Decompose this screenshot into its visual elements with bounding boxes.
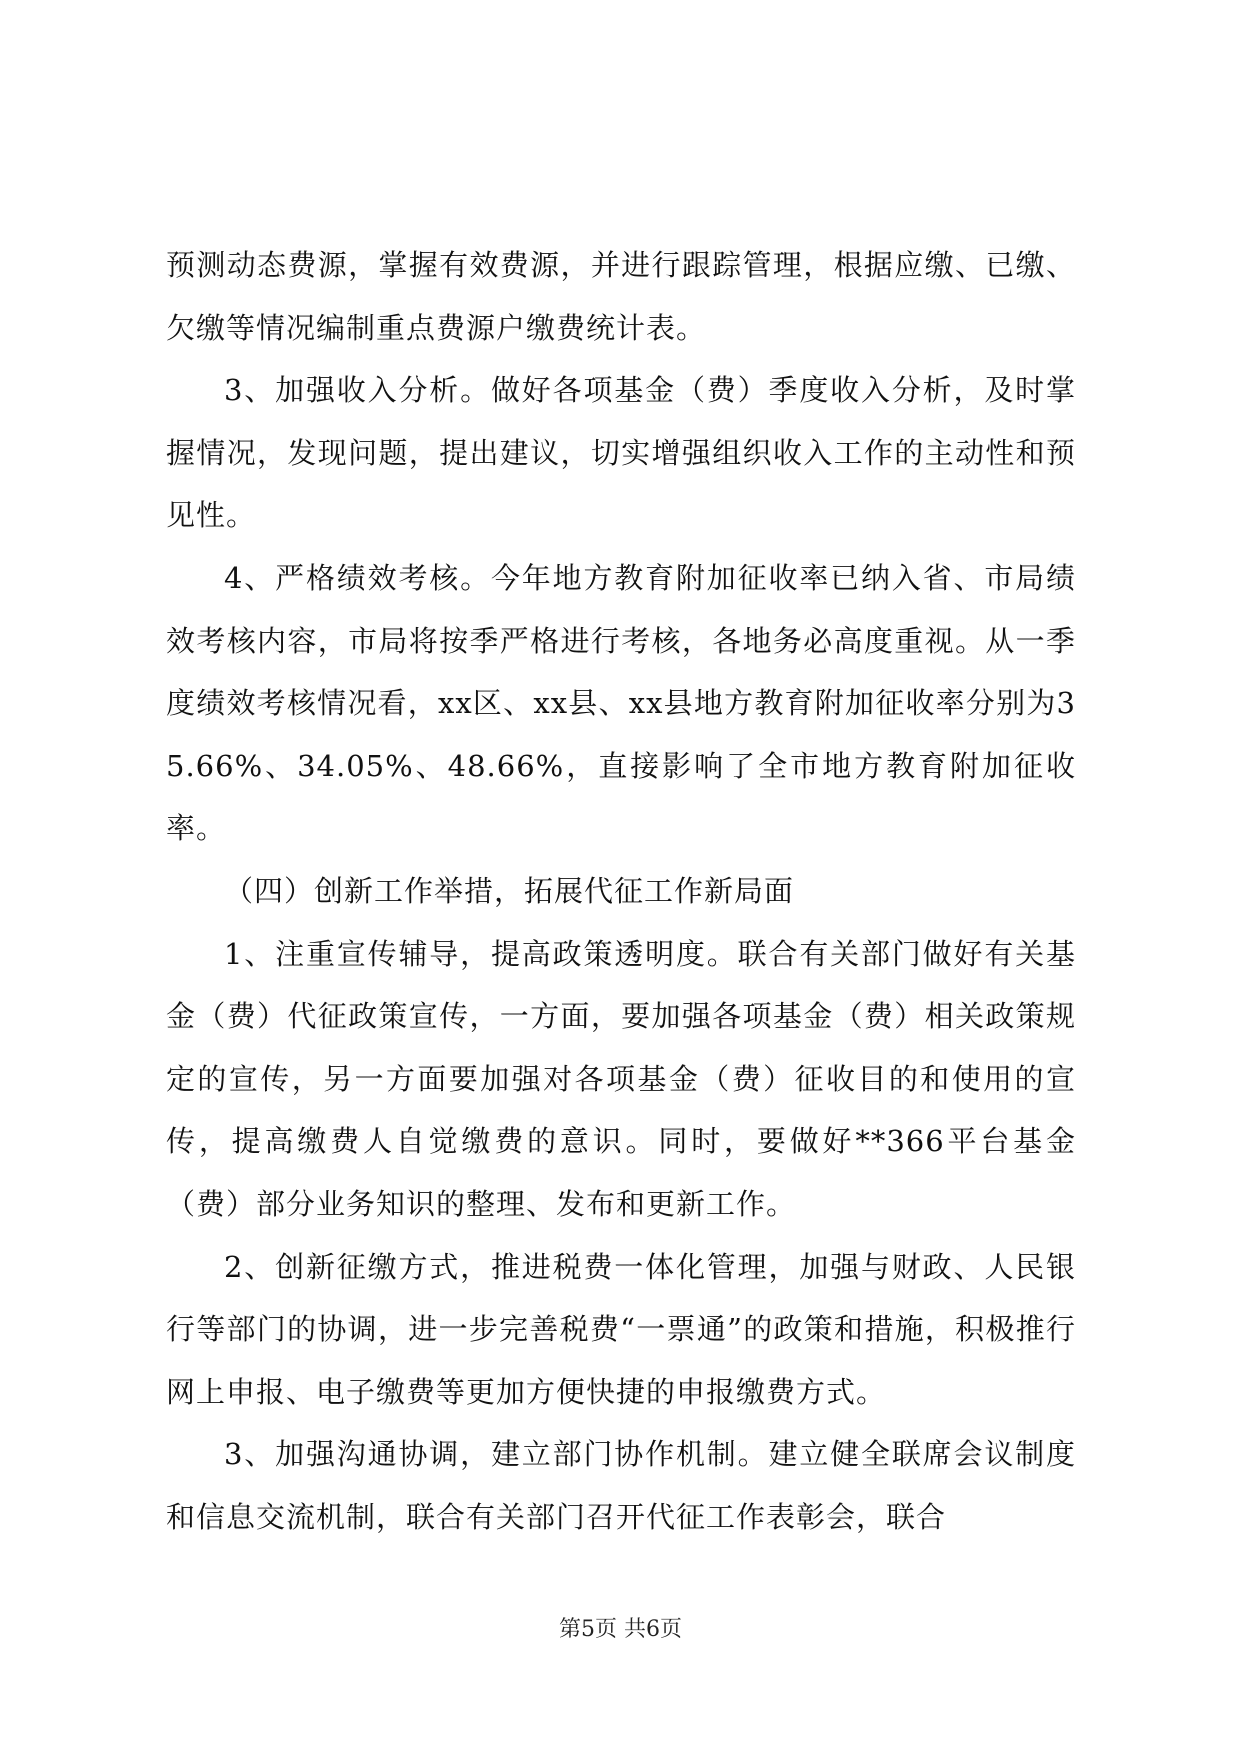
- paragraph-continuation: 预测动态费源，掌握有效费源，并进行跟踪管理，根据应缴、已缴、欠缴等情况编制重点费源户缴费统计表。: [166, 248, 1076, 345]
- document-body: [166, 234, 1076, 1548]
- paragraph-collection-methods: 2、创新征缴方式，推进税费一体化管理，加强与财政、人民银行等部门的协调，进一步完善税费“一票通”的政策和措施，积极推行网上申报、电子缴费等更加方便快捷的申报缴费方式。: [166, 1249, 1076, 1409]
- section-heading-four: （四）创新工作举措，拓展代征工作新局面: [224, 873, 795, 908]
- paragraph-publicity: 1、注重宣传辅导，提高政策透明度。联合有关部门做好有关基金（费）代征政策宣传，一方面，要加强各项基金（费）相关政策规定的宣传，另一方面要加强对各项基金（费）征收目的和使用的宣传，提高缴费人自觉缴费的意识。同时，要做好**366平台基金（费）部分业务知识的整理、发布和更新工作。: [166, 936, 1076, 1221]
- paragraph-revenue-analysis: 3、加强收入分析。做好各项基金（费）季度收入分析，及时掌握情况，发现问题，提出建议，切实增强组织收入工作的主动性和预见性。: [166, 373, 1076, 533]
- paragraph-performance-assessment: 4、严格绩效考核。今年地方教育附加征收率已纳入省、市局绩效考核内容，市局将按季严格进行考核，各地务必高度重视。从一季度绩效考核情况看，xx区、xx县、xx县地方教育附加征收率分别为35.66%、34.05%、48.66%，直接影响了全市地方教育附加征收率。: [166, 560, 1076, 846]
- paragraph-coordination: 3、加强沟通协调，建立部门协作机制。建立健全联席会议制度和信息交流机制，联合有关部门召开代征工作表彰会，联合: [166, 1437, 1076, 1534]
- page-footer: 第5页 共6页: [559, 1617, 682, 1642]
